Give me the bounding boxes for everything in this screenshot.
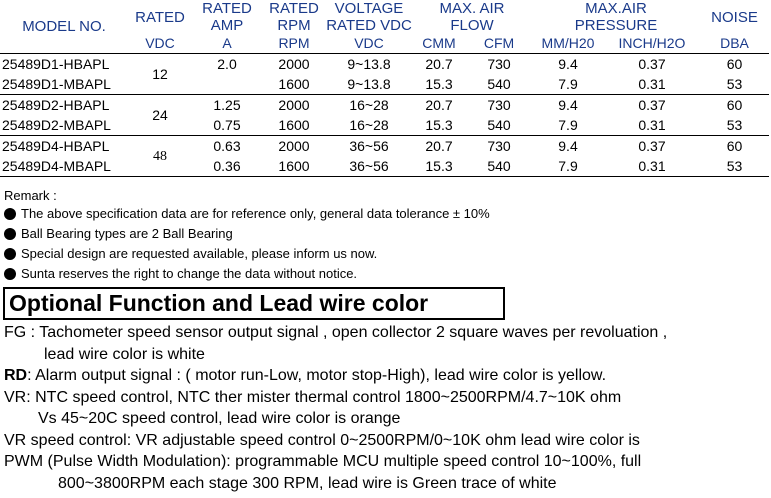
cell-dba: 53	[700, 115, 769, 136]
header-rated-amp	[192, 0, 262, 34]
cell-dba: 60	[726, 137, 743, 154]
table-row	[0, 115, 769, 136]
unit-inch-h2o: INCH/H2O	[604, 34, 700, 54]
cell-inch-h2o: 0.31	[604, 156, 700, 177]
remarks	[4, 187, 490, 284]
cell-voltage: 16~28	[349, 96, 389, 113]
cell-rated-vdc: 24	[128, 95, 192, 136]
cell-amp	[192, 74, 262, 95]
pwm-line-1: PWM (Pulse Width Modulation): programmable MCU multiple speed control 10~100%, full	[4, 453, 642, 470]
optional-function-title: Optional Function and Lead wire color	[3, 287, 505, 320]
bullet-icon	[4, 268, 16, 280]
cell-cmm: 20.7	[425, 137, 453, 154]
header-rated-rpm-text: RATED RPM	[269, 0, 319, 34]
rd-label: RD	[4, 367, 28, 384]
cell-mm-h2o: 9.4	[558, 137, 578, 154]
cell-voltage: 36~56	[349, 137, 389, 154]
cell-rpm: 1600	[262, 115, 326, 136]
header-max-air-pressure-text: MAX.AIR PRESSURE	[574, 0, 658, 34]
cell-rpm: 1600	[262, 74, 326, 95]
cell-model: 25489D1-MBAPL	[0, 74, 128, 95]
unit-voltage-vdc: VDC	[326, 34, 412, 54]
table-row	[0, 74, 769, 95]
unit-mm-h2o: MM/H20	[532, 34, 604, 54]
remark-item	[4, 264, 490, 284]
cell-cfm: 730	[487, 55, 511, 72]
unit-a: A	[192, 34, 262, 54]
cell-cfm: 730	[487, 137, 511, 154]
cell-model: 25489D2-MBAPL	[0, 115, 128, 136]
cell-voltage: 9~13.8	[326, 74, 412, 95]
cell-mm-h2o: 7.9	[532, 74, 604, 95]
cell-cfm: 730	[487, 96, 511, 113]
cell-amp: 0.36	[192, 156, 262, 177]
remark-item	[4, 244, 490, 264]
cell-amp: 0.75	[192, 115, 262, 136]
cell-inch-h2o: 0.37	[638, 55, 666, 72]
cell-amp: 0.63	[213, 137, 241, 154]
cell-voltage: 9~13.8	[347, 55, 391, 72]
cell-cmm: 15.3	[412, 74, 466, 95]
header-rated-rpm	[262, 0, 326, 34]
pwm-line-2: 800~3800RPM each stage 300 RPM, lead wire is Green trace of white	[58, 474, 557, 492]
cell-cmm: 15.3	[412, 156, 466, 177]
cell-voltage: 16~28	[326, 115, 412, 136]
cell-cfm: 540	[466, 156, 532, 177]
header-rated: RATED	[128, 0, 192, 34]
cell-mm-h2o: 9.4	[558, 55, 578, 72]
cell-cmm: 15.3	[412, 115, 466, 136]
header-max-air-pressure	[532, 0, 700, 34]
rd-text: : Alarm output signal : ( motor run-Low, motor stop-High), lead wire color is yellow.	[27, 367, 607, 384]
cell-voltage: 36~56	[326, 156, 412, 177]
cell-inch-h2o: 0.31	[604, 115, 700, 136]
vr-line-1: VR: NTC speed control, NTC ther mister thermal control 1800~2500RPM/4.7~10K ohm	[4, 388, 622, 406]
vr-speed-line: VR speed control: VR adjustable speed control 0~2500RPM/0~10K ohm lead wire color is	[4, 431, 640, 449]
bullet-icon	[4, 208, 16, 220]
header-rated-amp-text: RATED AMP	[202, 0, 252, 34]
remark-item	[4, 224, 490, 244]
remark-text: The above specification data are for reference only, general data tolerance ± 10%	[21, 206, 490, 221]
unit-cfm: CFM	[466, 34, 532, 54]
cell-mm-h2o: 9.4	[558, 96, 578, 113]
cell-rpm: 2000	[278, 96, 310, 113]
header-noise: NOISE	[700, 0, 769, 34]
rd-line	[4, 365, 769, 387]
cell-dba: 53	[700, 74, 769, 95]
bullet-icon	[4, 228, 16, 240]
spec-table	[0, 0, 769, 177]
cell-inch-h2o: 0.37	[638, 137, 666, 154]
cell-cfm: 540	[466, 115, 532, 136]
cell-rated-vdc: 48	[128, 136, 192, 177]
header-voltage-text: VOLTAGE RATED VDC	[326, 0, 412, 34]
cell-inch-h2o: 0.37	[638, 96, 666, 113]
cell-inch-h2o: 0.31	[604, 74, 700, 95]
table-row	[0, 54, 769, 75]
fg-line-2: lead wire color is white	[44, 345, 205, 363]
optional-function-descriptions	[4, 322, 769, 494]
header-max-air-flow-text: MAX. AIR FLOW	[439, 0, 505, 34]
cell-model: 25489D4-MBAPL	[0, 156, 128, 177]
cell-mm-h2o: 7.9	[532, 156, 604, 177]
cell-model: 25489D2-HBAPL	[2, 96, 110, 113]
cell-mm-h2o: 7.9	[532, 115, 604, 136]
cell-model: 25489D4-HBAPL	[2, 137, 110, 154]
cell-rpm: 2000	[278, 137, 310, 154]
table-row	[0, 156, 769, 177]
unit-cmm: CMM	[412, 34, 466, 54]
table-row	[0, 95, 769, 116]
header-model: MODEL NO.	[0, 0, 128, 54]
unit-rpm: RPM	[262, 34, 326, 54]
header-voltage	[326, 0, 412, 34]
unit-vdc: VDC	[128, 34, 192, 54]
bullet-icon	[4, 248, 16, 260]
remarks-title: Remark :	[4, 188, 57, 203]
table-row	[0, 136, 769, 157]
cell-rpm: 2000	[278, 55, 310, 72]
cell-rated-vdc: 12	[128, 54, 192, 95]
cell-cmm: 20.7	[425, 55, 453, 72]
remark-text: Ball Bearing types are 2 Ball Bearing	[21, 226, 233, 241]
cell-amp: 1.25	[213, 96, 241, 113]
cell-dba: 60	[726, 96, 743, 113]
cell-rpm: 1600	[262, 156, 326, 177]
header-max-air-flow	[412, 0, 532, 34]
vr-line-2: Vs 45~20C speed control, lead wire color is orange	[38, 410, 401, 427]
cell-cfm: 540	[466, 74, 532, 95]
remark-text: Special design are requested available, please inform us now.	[21, 246, 378, 261]
cell-model: 25489D1-HBAPL	[2, 55, 110, 72]
fg-line-1: FG : Tachometer speed sensor output signal , open collector 2 square waves per revoluation ,	[4, 324, 668, 341]
cell-dba: 53	[700, 156, 769, 177]
remark-item	[4, 204, 490, 224]
remark-text: Sunta reserves the right to change the data without notice.	[21, 266, 358, 281]
cell-cmm: 20.7	[425, 96, 453, 113]
cell-amp: 2.0	[217, 55, 237, 72]
cell-dba: 60	[726, 55, 743, 72]
unit-dba: DBA	[700, 34, 769, 54]
